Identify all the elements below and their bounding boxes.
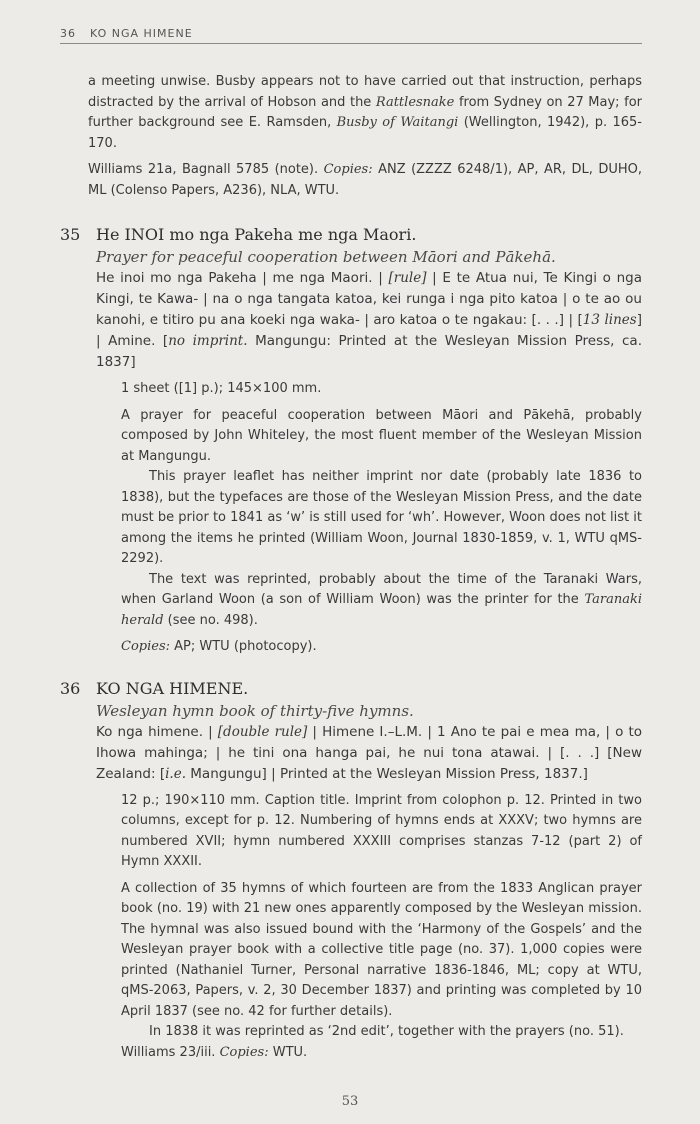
entry-note: A prayer for peaceful cooperation between Māori and Pākehā, probably composed by John Whiteley, the most fluent member of the Wesleyan Mission at Mangungu. <box>121 407 642 464</box>
running-head <box>60 27 642 44</box>
prev-entry-copies: Williams 21a, Bagnall 5785 (note). Copies: ANZ (ZZZZ 6248/1), AP, AR, DL, DUHO, ML (Colenso Papers, A236), NLA, WTU. <box>88 162 642 198</box>
entry-description: He inoi mo nga Pakeha | me nga Maori. | [rule] | E te Atua nui, Te Kingi o nga Kingi, te Kawa- | na o nga tangata katoa, kei runga i nga pito katoa | o te ao ou kanohi, e titiro pu ana koeki nga waka- | aro katoa o te ngakau: [. . .] | [13 lines] | Amine. [no imprint. Mangungu: Printed at the Wesleyan Mission Press, ca. 1837] <box>96 270 643 370</box>
entry-number: 35 <box>60 225 81 244</box>
entry-note: The text was reprinted, probably about the time of the Taranaki Wars, when Garland Woon (a son of William Woon) was the printer for the Taranaki herald (see no. 498). <box>121 571 642 628</box>
entry-translation: Prayer for peaceful cooperation between Māori and Pākehā. <box>96 248 556 266</box>
prev-entry-note: a meeting unwise. Busby appears not to have carried out that instruction, perhaps distracted by the arrival of Hobson and the Rattlesnake from Sydney on 27 May; for further background see E. Ramsden, Busby of Waitangi (Wellington, 1942), p. 165-170. <box>88 74 642 151</box>
entry-36 <box>60 678 642 1064</box>
entry-description: Ko nga himene. | [double rule] | Himene I.–L.M. | 1 Ano te pai e mea ma, | o to Ihowa mahinga; | he tini ona hanga pai, he nui tona atawai. | [. . .] [New Zealand: [i.e. Mangungu] | Printed at the Wesleyan Mission Press, 1837.] <box>96 723 642 782</box>
entry-title: KO NGA HIMENE. <box>96 678 249 698</box>
page-content <box>60 72 642 1063</box>
entry-title: He INOI mo nga Pakeha me nga Maori. <box>96 225 417 244</box>
running-head-page: 36 <box>60 27 76 40</box>
entry-collation: 1 sheet ([1] p.); 145×100 mm. <box>121 381 322 396</box>
entry-35 <box>60 224 642 658</box>
running-head-title: KO NGA HIMENE <box>90 27 193 40</box>
entry-translation: Wesleyan hymn book of thirty-five hymns. <box>96 701 414 720</box>
entry-note: A collection of 35 hymns of which fourteen are from the 1833 Anglican prayer book (no. 19) with 21 new ones apparently composed by the Wesleyan mission. The hymnal was also issued bound with the ‘Harmony of the Gospels’ and the Wesleyan prayer book with a collective title page (no. 37). 1,000 copies were printed (Nathaniel Turner, Personal narrative 1836-1846, ML; copy at WTU, qMS-2063, Papers, v. 2, 30 December 1837) and printing was completed by 10 April 1837 (see no. 42 for further details). <box>121 880 642 1019</box>
entry-copies: Copies: AP; WTU (photocopy). <box>121 639 317 654</box>
page-number: 53 <box>341 1094 359 1109</box>
entry-number: 36 <box>60 678 81 698</box>
entry-note: This prayer leaflet has neither imprint nor date (probably late 1836 to 1838), but the typefaces are those of the Wesleyan Mission Press, and the date must be prior to 1841 as ‘w’ is still used for ‘wh’. However, Woon does not list it among the items he printed (William Woon, Journal 1830-1859, v. 1, WTU qMS-2292). <box>121 469 642 566</box>
entry-collation: 12 p.; 190×110 mm. Caption title. Imprint from colophon p. 12. Printed in two columns, except for p. 12. Numbering of hymns ends at XXXV; two hymns are numbered XVII; hymn numbered XXXIII comprises stanzas 7-12 (part 2) of Hymn XXXII. <box>121 792 642 869</box>
entry-copies: Williams 23/iii. Copies: WTU. <box>121 1044 308 1060</box>
entry-note: In 1838 it was reprinted as ‘2nd edit’, together with the prayers (no. 51). <box>149 1024 624 1039</box>
